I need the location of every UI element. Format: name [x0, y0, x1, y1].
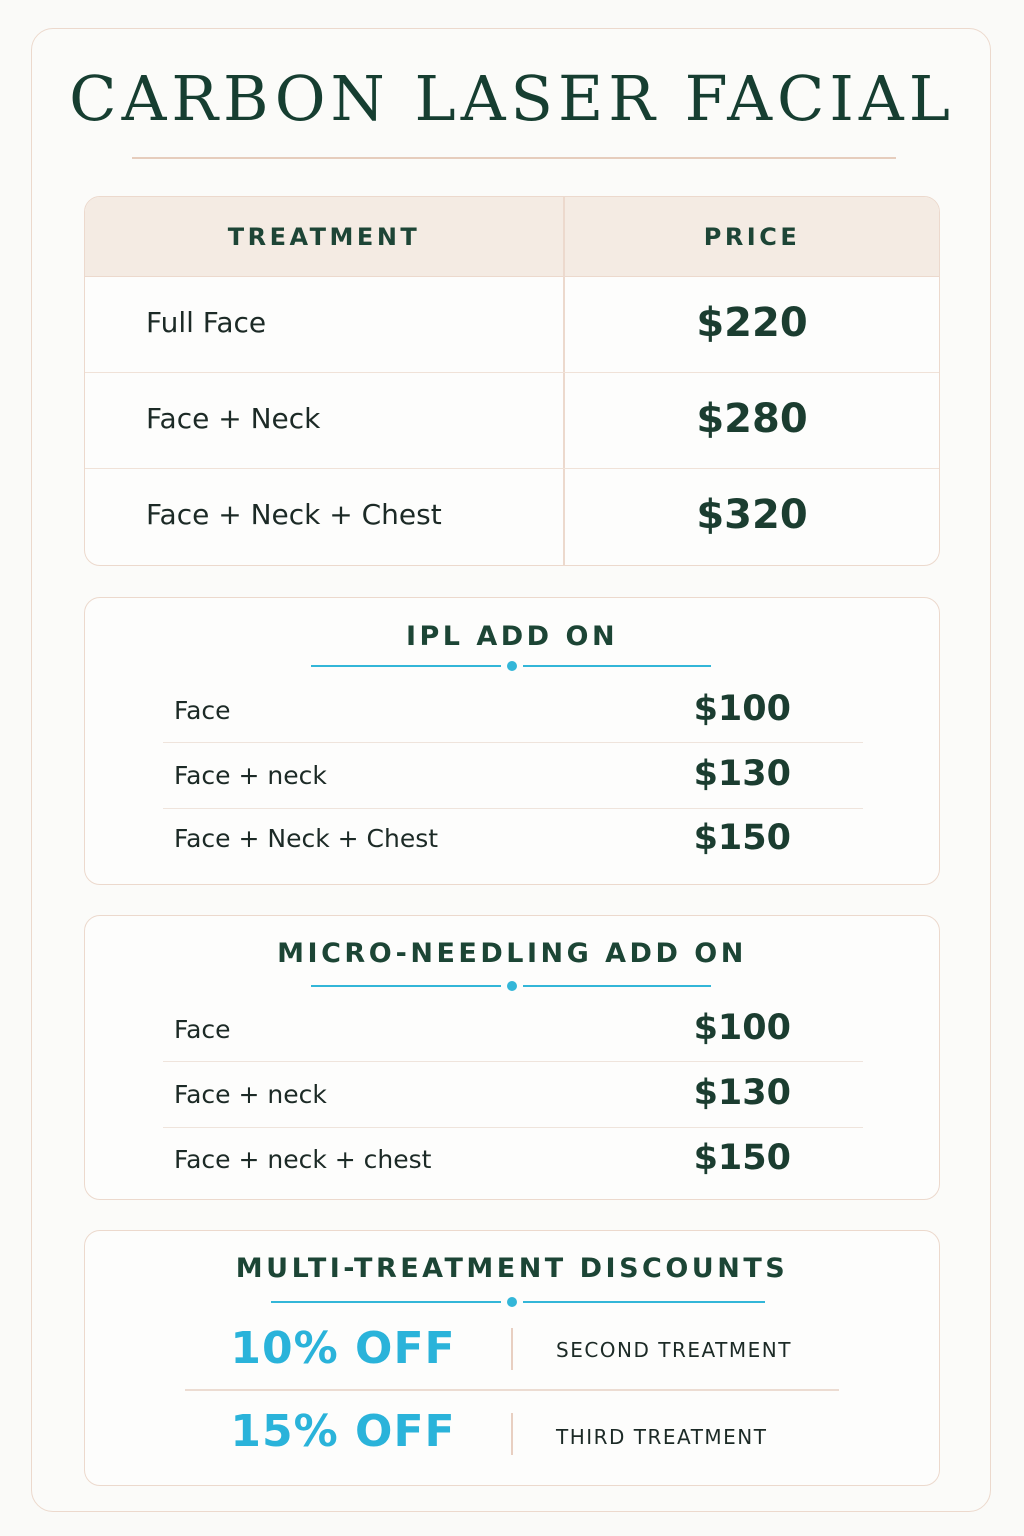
treatment-name: Face + Neck + Chest [146, 498, 442, 531]
addon-price: $150 [693, 1138, 791, 1178]
price-column-header: PRICE [703, 223, 801, 251]
discount-amount: 10% OFF [230, 1323, 456, 1374]
discount-label: SECOND TREATMENT [556, 1338, 792, 1362]
discount-divider [511, 1413, 513, 1455]
addon-price: $130 [693, 754, 791, 794]
addon-price: $100 [693, 1008, 791, 1048]
list-item [163, 743, 863, 809]
page-title: CARBON LASER FACIAL [69, 62, 955, 135]
addon-name: Face + neck + chest [174, 1145, 432, 1174]
table-header [85, 197, 939, 277]
addon-name: Face [174, 696, 231, 725]
treatment-name: Full Face [146, 306, 267, 339]
treatment-price-table [84, 196, 940, 566]
treatment-price: $220 [696, 300, 808, 346]
table-row [85, 276, 939, 373]
list-item [163, 1062, 863, 1128]
microneedling-section-title: MICRO-NEEDLING ADD ON [277, 938, 747, 969]
accent-rule-right [523, 985, 711, 987]
treatment-name: Face + Neck [146, 402, 321, 435]
discount-divider [511, 1328, 513, 1370]
list-item [163, 996, 863, 1062]
accent-dot [507, 661, 517, 671]
addon-name: Face + Neck + Chest [174, 824, 439, 853]
table-row [85, 468, 939, 564]
accent-rule-right [523, 665, 711, 667]
title-divider [132, 157, 896, 159]
treatment-column-header: TREATMENT [227, 223, 421, 251]
discount-label: THIRD TREATMENT [556, 1425, 768, 1449]
addon-price: $130 [693, 1073, 791, 1113]
ipl-section-title: IPL ADD ON [405, 621, 619, 652]
accent-rule-left [271, 1301, 501, 1303]
list-item [163, 808, 863, 873]
accent-rule-left [311, 985, 501, 987]
treatment-price: $320 [696, 492, 808, 538]
discount-amount: 15% OFF [230, 1406, 456, 1457]
accent-dot [507, 1297, 517, 1307]
table-row [85, 372, 939, 469]
addon-name: Face + neck [174, 761, 327, 790]
ipl-addon-card [84, 597, 940, 885]
accent-dot [507, 981, 517, 991]
list-item [163, 677, 863, 743]
treatment-price: $280 [696, 396, 808, 442]
discounts-card [84, 1230, 940, 1486]
discounts-section-title: MULTI-TREATMENT DISCOUNTS [235, 1253, 789, 1284]
accent-rule-right [523, 1301, 765, 1303]
accent-rule-left [311, 665, 501, 667]
addon-name: Face + neck [174, 1080, 327, 1109]
addon-name: Face [174, 1015, 231, 1044]
microneedling-addon-card [84, 915, 940, 1200]
addon-price: $100 [693, 689, 791, 729]
addon-price: $150 [693, 818, 791, 858]
discount-row-separator [185, 1389, 839, 1391]
list-item [163, 1127, 863, 1192]
